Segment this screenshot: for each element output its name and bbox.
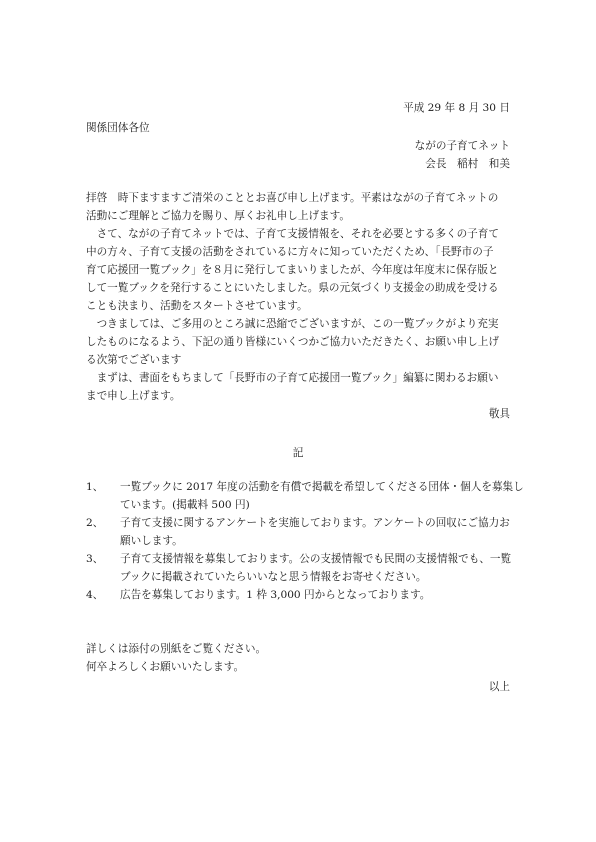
text-line: 中の方々、子育て支援の活動をされているに方々に知っていただくため、「長野市の子 [86,246,494,258]
end-mark: 以上 [488,681,510,693]
item-list [86,478,524,604]
text-line: 子育て支援に関するアンケートを実施しております。アンケートの回収にご協力お [120,517,510,529]
item-number: 1、 [86,481,104,493]
item-text [120,586,430,604]
letter-date: 平成 29 年 8 月 30 日 [403,102,510,114]
list-item [86,550,512,586]
closing-phrase: 敬具 [488,408,510,420]
text-line: 願いします。 [120,535,183,547]
text-line: して一覧ブックを発行することにいたしました。県の元気づくり支援金の助成を受ける [86,282,499,294]
item-number: 3、 [86,553,104,565]
item-text [120,478,524,514]
item-text [120,550,511,586]
text-line: まで申し上げます。 [86,390,181,402]
ki-heading: 記 [292,447,304,459]
closing-paragraph [86,369,512,405]
text-line: 子育て支援情報を募集しております。公の支援情報でも民間の支援情報でも、一覧 [120,553,512,565]
text-line: ています。(掲載料 500 円) [120,499,250,511]
text-line: 活動にご理解とご協力を賜り、厚くお礼申し上げます。 [86,210,350,222]
text-line: つきましては、ご多用のところ誠に恐縮でございますが、この一覧ブックがより充実 [86,318,499,330]
sender-name: 会長 稲村 和美 [425,158,510,170]
addressee: 関係団体各位 [86,122,150,134]
item-text [120,514,510,550]
item-number: 4、 [86,589,104,601]
text-line: 拝啓 時下ますますご清栄のこととお喜び申し上げます。平素はながの子育てネットの [86,192,499,204]
text-line: ことも決まり、活動をスタートさせています。 [86,300,308,312]
text-line: る次第でございます [86,354,182,366]
text-line: まずは、書面をもちまして「長野市の子育て応援団一覧ブック」編纂に関わるお願い [86,372,499,384]
list-item [86,514,512,550]
text-line: 育て応援団一覧ブック」を８月に発行してまいりましたが、今年度は年度末に保存版と [86,264,499,276]
text-line: ブックに掲載されていたらいいなと思う情報をお寄せください。 [120,571,427,583]
text-line: したものになるよう、下記の通り皆様にいくつかご協力いただきたく、お願い申し上げ [86,336,499,348]
request-paragraph [86,315,512,369]
sender-organization: ながの子育てネット [414,140,510,152]
list-item [86,586,512,604]
list-item [86,478,524,514]
greeting-paragraph [86,189,512,225]
intro-paragraph [86,225,512,315]
footer-line-2: 何卒よろしくお願いいたします。 [86,661,245,673]
item-number: 2、 [86,517,104,529]
footer-line-1: 詳しくは添付の別紙をご覧ください。 [86,643,267,655]
text-line: さて、ながの子育てネットでは、子育て支援情報を、それを必要とする多くの子育て [86,228,499,240]
text-line: 一覧ブックに 2017 年度の活動を有償で掲載を希望してくださる団体・個人を募集し [120,481,524,493]
text-line: 広告を募集しております。1 枠 3,000 円からとなっております。 [120,589,431,601]
